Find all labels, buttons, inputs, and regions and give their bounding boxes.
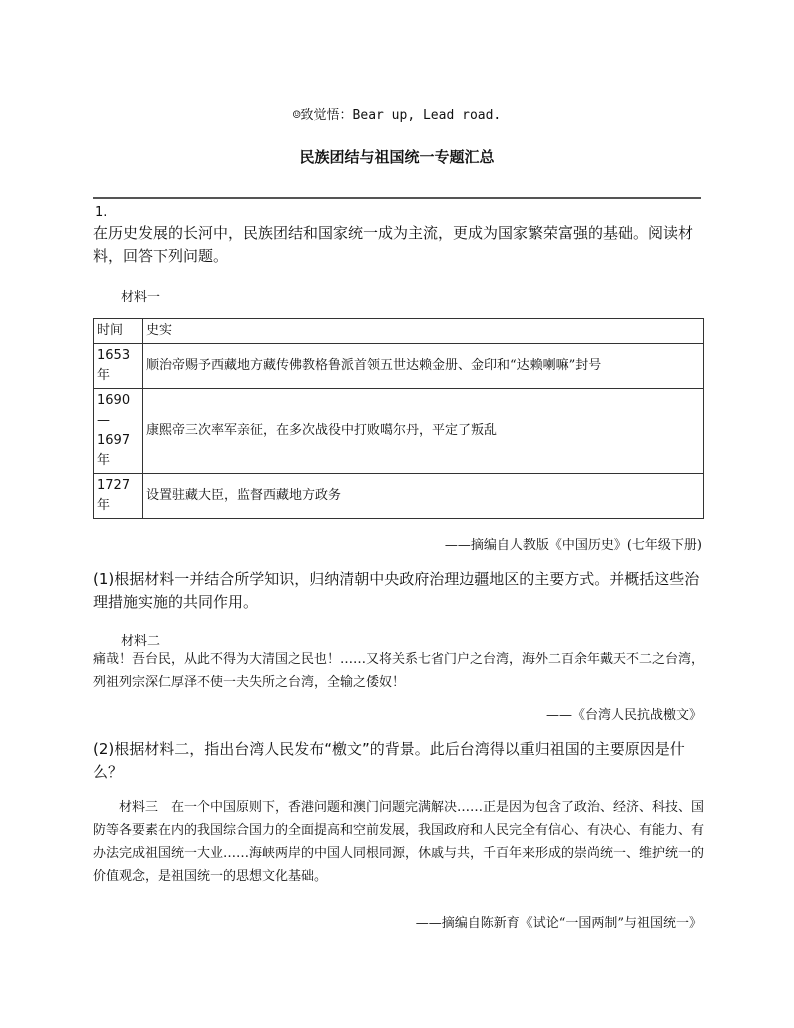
table-row [94,474,704,519]
table-cell-fact: 康熙帝三次率军亲征，在多次战役中打败噶尔丹，平定了叛乱 [143,389,704,474]
question-number: 1. [95,205,108,220]
material2-label: 材料二 [121,634,161,649]
material3-source: ——摘编自陈新育《试论“一国两制”与祖国统一》 [415,916,702,931]
table-cell-time: 1653年 [94,344,143,389]
table-cell-fact: 顺治帝赐予西藏地方藏传佛教格鲁派首领五世达赖金册、金印和“达赖喇嘛”封号 [143,344,704,389]
history-table [93,318,704,519]
divider [93,197,701,199]
page-title: 民族团结与祖国统一专题汇总 [299,148,495,166]
table-header-row [94,319,704,344]
material2-text: 痛哉！吾台民，从此不得为大清国之民也！……又将关系七省门户之台湾，海外二百余年戴天不二之台湾，列祖列宗深仁厚泽不使一夫失所之台湾，全输之倭奴！ [93,652,705,690]
table-header-cell: 史实 [143,319,704,344]
material2-source: ——《台湾人民抗战檄文》 [545,708,702,723]
table-cell-time: 1690—1697年 [94,389,143,474]
table-cell-time: 1727年 [94,474,143,519]
table-row [94,389,704,474]
material3-text: 材料三 在一个中国原则下，香港问题和澳门问题完满解决……正是因为包含了政治、经济、科技、国防等各要素在内的我国综合国力的全面提高和空前发展，我国政府和人民完全有信心、有决心、有能力、有办法完成祖国统一大业……海峡两岸的中国人同根同源，休戚与共，千百年来形成的崇尚统一、维护统一的价值观念，是祖国统一的思想文化基础。 [93,800,705,884]
question-2: (2)根据材料二，指出台湾人民发布“檄文”的背景。此后台湾得以重归祖国的主要原因是什么？ [93,740,685,781]
question-1: (1)根据材料一并结合所学知识，归纳清朝中央政府治理边疆地区的主要方式。并概括这些治理措施实施的共同作用。 [93,570,700,611]
material1-source: ——摘编自人教版《中国历史》(七年级下册) [444,538,702,553]
table-header-cell: 时间 [94,319,143,344]
question-intro: 在历史发展的长河中，民族团结和国家统一成为主流，更成为国家繁荣富强的基础。阅读材料，回答下列问题。 [93,224,694,265]
table-row [94,344,704,389]
material1-label: 材料一 [121,290,161,305]
table-cell-fact: 设置驻藏大臣，监督西藏地方政务 [143,474,704,519]
motto-line: ☺致觉悟：Bear up, Lead road. [292,108,502,123]
